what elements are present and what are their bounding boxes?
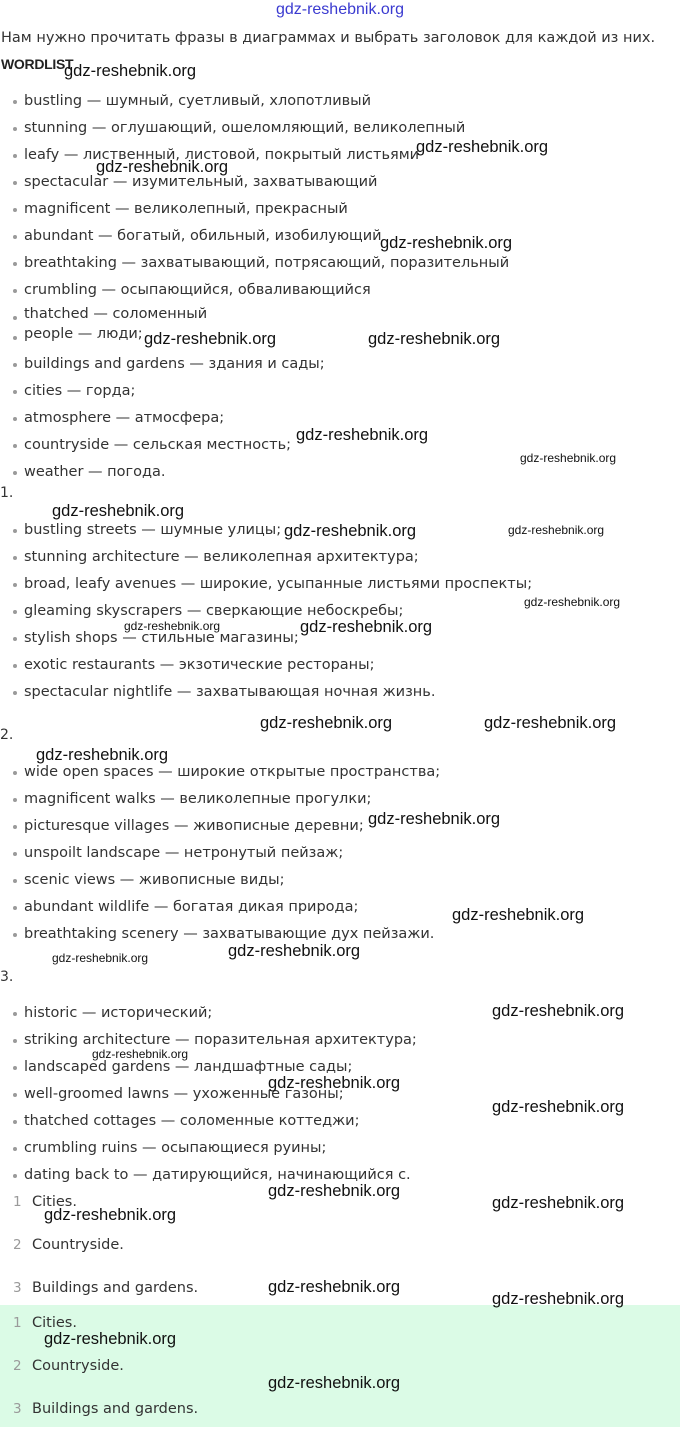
answer-text: Buildings and gardens. [32,1280,199,1296]
answer-row [0,1190,680,1233]
wordlist [0,88,680,486]
list-item: dating back to — датирующийся, начинающийся с. [0,1162,680,1189]
list-item: wide open spaces — широкие открытые пространства; [0,759,680,786]
list-item: cities — горда; [0,378,680,405]
watermark: gdz-reshebnik.org [268,1278,401,1296]
list-item: magnificent walks — великолепные прогулки; [0,786,680,813]
list-item: picturesque villages — живописные деревни; [0,813,680,840]
list-item: striking architecture — поразительная архитектура; [0,1027,680,1054]
list-item: people — люди; [0,324,680,351]
list-item: abundant wildlife — богатая дикая природа; [0,894,680,921]
watermark: gdz-reshebnik.org [492,1290,625,1308]
watermark: gdz-reshebnik.org [228,942,361,960]
watermark: gdz-reshebnik.org [268,1074,401,1092]
watermark: gdz-reshebnik.org [492,1098,625,1116]
watermark: gdz-reshebnik.org [296,426,429,444]
list-item: thatched cottages — соломенные коттеджи; [0,1108,680,1135]
list-item: well-groomed lawns — ухоженные газоны; [0,1081,680,1108]
watermark: gdz-reshebnik.org [36,746,169,764]
answer-number: 1 [13,1315,22,1331]
watermark: gdz-reshebnik.org [44,1206,177,1224]
watermark: gdz-reshebnik.org [508,523,605,537]
answer-number: 3 [13,1401,22,1417]
answer-text: Cities. [32,1315,77,1331]
list-item: spectacular nightlife — захватывающая ночная жизнь. [0,679,680,706]
watermark: gdz-reshebnik.org [268,1374,401,1392]
answer-list-highlighted [0,1305,680,1427]
watermark: gdz-reshebnik.org [52,502,185,520]
list-item: crumbling ruins — осыпающиеся руины; [0,1135,680,1162]
watermark: gdz-reshebnik.org [144,330,277,348]
watermark: gdz-reshebnik.org [416,138,549,156]
answer-row [0,1233,680,1276]
watermark: gdz-reshebnik.org [492,1194,625,1212]
list-item: atmosphere — атмосфера; [0,405,680,432]
watermark: gdz-reshebnik.org [452,906,585,924]
list-item: scenic views — живописные виды; [0,867,680,894]
answer-number: 2 [13,1237,22,1253]
section-number: 3. [0,969,14,985]
watermark: gdz-reshebnik.org [64,62,197,80]
answer-text: Buildings and gardens. [32,1401,199,1417]
list-item: historic — исторический; [0,1000,680,1027]
watermark: gdz-reshebnik.org [260,714,393,732]
list-item: thatched — соломенный [0,304,680,324]
list-item: stylish shops — стильные магазины; [0,625,680,652]
answer-text: Cities. [32,1194,77,1210]
answer-number: 3 [13,1280,22,1296]
list-item: breathtaking — захватывающий, потрясающий, поразительный [0,250,680,277]
section-1-list [0,517,680,706]
watermark: gdz-reshebnik.org [96,158,229,176]
answer-list [0,1190,680,1319]
watermark: gdz-reshebnik.org [284,522,417,540]
list-item: landscaped gardens — ландшафтные сады; [0,1054,680,1081]
answer-row [0,1311,680,1354]
watermark: gdz-reshebnik.org [492,1002,625,1020]
watermark: gdz-reshebnik.org [300,618,433,636]
watermark: gdz-reshebnik.org [484,714,617,732]
watermark: gdz-reshebnik.org [524,595,621,609]
answer-number: 2 [13,1358,22,1374]
list-item: exotic restaurants — экзотические рестораны; [0,652,680,679]
wordlist-heading: WORDLIST [1,56,74,72]
list-item: breathtaking scenery — захватывающие дух пейзажи. [0,921,680,948]
watermark: gdz-reshebnik.org [368,330,501,348]
list-item: leafy — лиственный, листовой, покрытый листьями [0,142,680,169]
list-item: countryside — сельская местность; [0,432,680,459]
list-item: crumbling — осыпающийся, обваливающийся [0,277,680,304]
section-3-list [0,1000,680,1189]
section-2-list [0,759,680,948]
watermark: gdz-reshebnik.org [52,951,149,965]
answer-row [0,1354,680,1397]
answer-row [0,1397,680,1440]
list-item: bustling — шумный, суетливый, хлопотливый [0,88,680,115]
site-link[interactable]: gdz-reshebnik.org [275,1,405,18]
list-item: bustling streets — шумные улицы; [0,517,680,544]
answer-text: Countryside. [32,1237,124,1253]
watermark: gdz-reshebnik.org [124,619,221,633]
list-item: abundant — богатый, обильный, изобилующий [0,223,680,250]
list-item: buildings and gardens — здания и сады; [0,351,680,378]
list-item: broad, leafy avenues — широкие, усыпанные листьями проспекты; [0,571,680,598]
list-item: magnificent — великолепный, прекрасный [0,196,680,223]
section-number: 2. [0,727,14,743]
answer-number: 1 [13,1194,22,1210]
list-item: spectacular — изумительный, захватывающий [0,169,680,196]
list-item: stunning architecture — великолепная архитектура; [0,544,680,571]
watermark: gdz-reshebnik.org [268,1182,401,1200]
list-item: unspoilt landscape — нетронутый пейзаж; [0,840,680,867]
watermark: gdz-reshebnik.org [520,451,617,465]
list-item: gleaming skyscrapers — сверкающие небоскребы; [0,598,680,625]
watermark: gdz-reshebnik.org [380,234,513,252]
section-number: 1. [0,485,14,501]
watermark: gdz-reshebnik.org [44,1330,177,1348]
list-item: stunning — оглушающий, ошеломляющий, великолепный [0,115,680,142]
answer-text: Countryside. [32,1358,124,1374]
list-item: weather — погода. [0,459,680,486]
intro-text: Нам нужно прочитать фразы в диаграммах и выбрать заголовок для каждой из них. [1,30,656,46]
watermark: gdz-reshebnik.org [92,1047,189,1061]
watermark: gdz-reshebnik.org [368,810,501,828]
